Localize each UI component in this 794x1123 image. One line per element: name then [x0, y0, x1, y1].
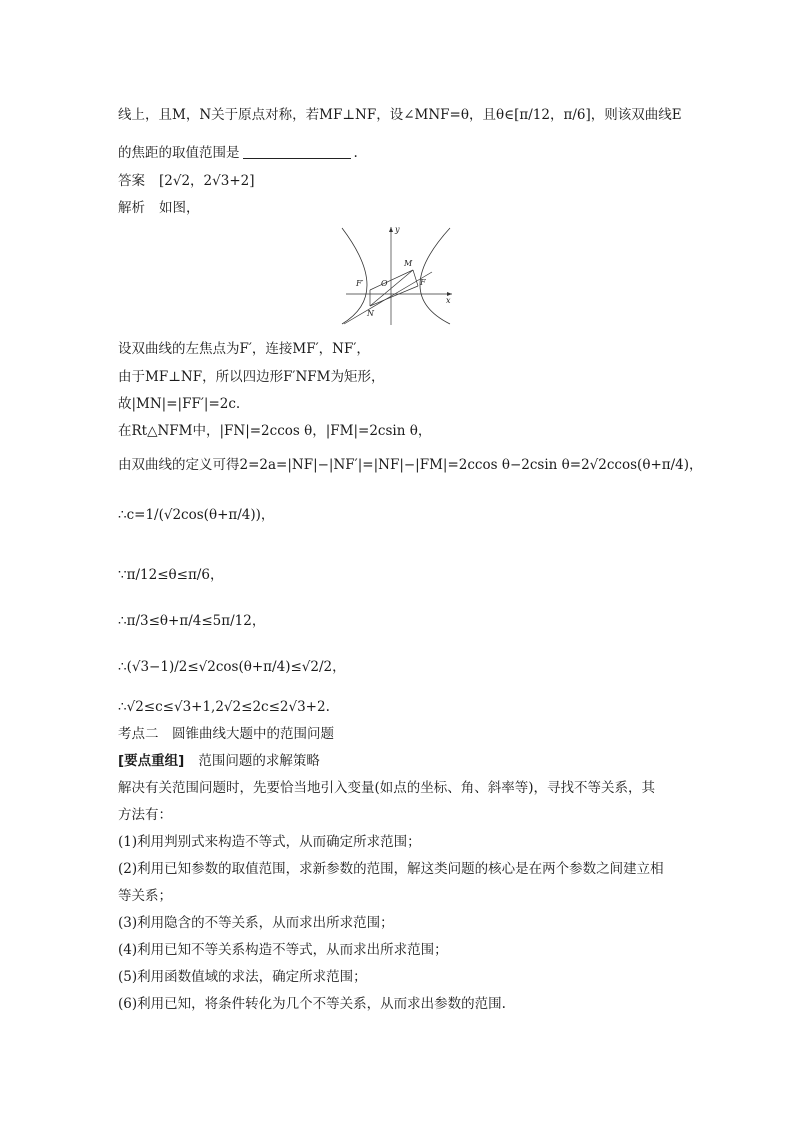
hyperbola-right-branch	[420, 228, 450, 324]
hyperbola-diagram	[340, 224, 456, 326]
answer-line	[118, 172, 255, 190]
analysis-step-4: 在Rt△NFM中，|FN|=2ccos θ，|FM|=2csin θ，	[118, 423, 432, 439]
analysis-step-10: ∴√2≤c≤√3+1,2√2≤2c≤2√3+2.	[118, 699, 330, 715]
line-MF	[413, 270, 418, 286]
section-subtitle: 范围问题的求解策略	[198, 753, 320, 769]
answer-label: 答案	[118, 173, 145, 189]
method-item-4: (4)利用已知不等关系构造不等式，从而求出所求范围；	[118, 942, 448, 958]
label-F-left: F′	[356, 279, 364, 288]
problem-text-2: 的焦距的取值范围是	[118, 145, 240, 161]
analysis-step-5: 由双曲线的定义可得2=2a=|NF|−|NF′|=|NF|−|FM|=2ccos θ−2csin θ=2√2ccos(θ+π/4)，	[118, 457, 703, 473]
section-tag-line	[118, 752, 320, 770]
answer-value: [2√2，2√3+2]	[159, 173, 255, 189]
method-item-6: (6)利用已知，将条件转化为几个不等关系，从而求出参数的范围.	[118, 996, 506, 1012]
analysis-step-7: ∵π/12≤θ≤π/6，	[118, 567, 224, 583]
method-item-2-cont: 等关系；	[118, 888, 172, 904]
analysis-step-8: ∴π/3≤θ+π/4≤5π/12，	[118, 613, 266, 629]
method-item-5: (5)利用函数值域的求法，确定所求范围；	[118, 969, 367, 985]
label-M: M	[404, 259, 413, 268]
analysis-label: 解析	[118, 200, 145, 216]
method-item-2: (2)利用已知参数的取值范围，求新参数的范围，解这类问题的核心是在两个参数之间建立相	[118, 861, 664, 877]
line-MN	[370, 270, 413, 306]
analysis-step-3: 故|MN|=|FF′|=2c.	[118, 396, 241, 412]
line-NF	[370, 286, 418, 306]
method-item-1: (1)利用判别式来构造不等式，从而确定所求范围；	[118, 834, 421, 850]
label-y: y	[395, 225, 400, 234]
section-para-1: 解决有关范围问题时，先要恰当地引入变量(如点的坐标、角、斜率等)，寻找不等关系，其	[118, 780, 656, 796]
method-item-3: (3)利用隐含的不等关系，从而求出所求范围；	[118, 915, 394, 931]
label-x: x	[446, 296, 451, 305]
problem-text-2-end: .	[353, 145, 358, 161]
analysis-step-2: 由于MF⊥NF，所以四边形F′NFM为矩形，	[118, 369, 385, 385]
analysis-line	[118, 199, 200, 217]
section-tag: [要点重组]	[118, 753, 185, 769]
y-axis-arrow	[389, 227, 393, 232]
problem-text-1: 线上，且M，N关于原点对称，若MF⊥NF，设∠MNF=θ，且θ∈[π/12，π/6]，则该双曲线E	[118, 107, 682, 123]
hyperbola-left-branch	[342, 228, 367, 324]
analysis-step-6: ∴c=1/(√2cos(θ+π/4))，	[118, 507, 275, 523]
label-N: N	[367, 309, 374, 318]
analysis-step-1: 设双曲线的左焦点为F′，连接MF′，NF′，	[118, 341, 370, 357]
analysis-intro: 如图，	[159, 200, 200, 216]
problem-line-1	[118, 106, 682, 124]
label-F: F	[420, 278, 426, 287]
label-O: O	[381, 279, 388, 288]
section-para-2: 方法有：	[118, 807, 172, 823]
answer-blank	[243, 144, 351, 159]
problem-line-2	[118, 144, 358, 162]
section-title: 考点二 圆锥曲线大题中的范围问题	[118, 726, 334, 742]
analysis-step-9: ∴(√3−1)/2≤√2cos(θ+π/4)≤√2/2，	[118, 659, 346, 675]
hyperbola-figure	[340, 224, 456, 326]
